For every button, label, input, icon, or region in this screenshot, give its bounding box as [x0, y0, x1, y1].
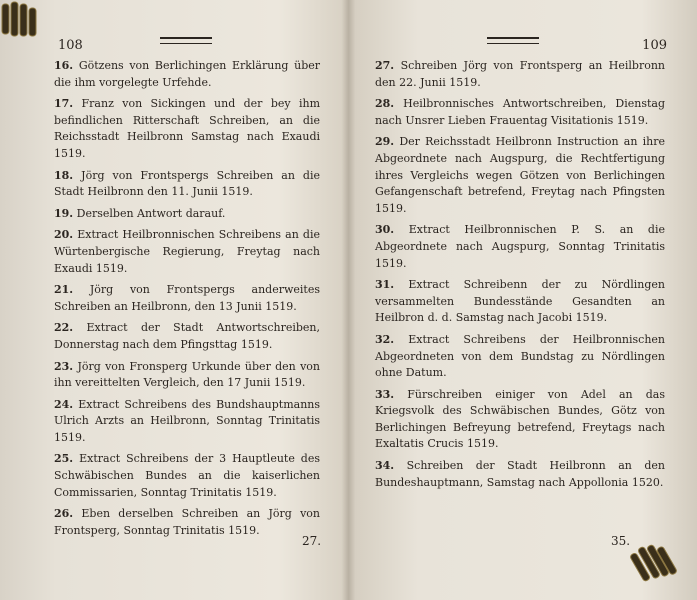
entry-text: Extract Heilbronnischen P. S. an die Abgeordnete nach Augspurg, Sonntag Trinitatis 1519. [375, 223, 665, 270]
entry-text: Der Reichsstadt Heilbronn Instruction an ihre Abgeordnete nach Augspurg, die Rechtfertigung ihres Vergleichs wegen Götzen von Berlichingen Gefangenschaft betrefend, Freytag nach Pfingsten 1519. [375, 135, 665, 215]
entry-number: 34. [375, 459, 395, 473]
list-item [375, 222, 665, 272]
signature-mark: 35. [611, 534, 631, 548]
header-rule [160, 37, 212, 44]
list-item [375, 58, 665, 91]
entry-number: 32. [375, 332, 395, 346]
right-page [347, 0, 697, 600]
list-item [54, 451, 320, 501]
list-item [54, 168, 320, 201]
list-item [375, 277, 665, 327]
entry-text: Extract der Stadt Antwortschreiben, Donnerstag nach dem Pfingsttag 1519. [54, 321, 320, 351]
entry-text: Fürschreiben einiger von Adel an das Kriegsvolk des Schwäbischen Bundes, Götz von Berlichingen Befreyung betrefend, Freytags nach Exaltatis Crucis 1519. [375, 387, 665, 451]
entry-number: 22. [54, 321, 74, 335]
entry-list [54, 58, 320, 544]
signature-mark: 27. [302, 534, 322, 548]
entry-text: Jörg von Frontspergs anderweites Schreiben an Heilbronn, den 13 Junii 1519. [54, 283, 321, 313]
entry-number: 18. [54, 168, 74, 182]
list-item [54, 206, 320, 223]
list-item [54, 227, 320, 277]
list-item [54, 359, 320, 392]
entry-number: 26. [54, 507, 74, 521]
entry-list [375, 58, 665, 496]
entry-number: 21. [54, 283, 74, 297]
entry-text: Schreiben Jörg von Frontsperg an Heilbronn den 22. Junii 1519. [375, 59, 665, 89]
entry-text: Götzens von Berlichingen Erklärung über die ihm vorgelegte Urfehde. [54, 59, 320, 89]
entry-number: 28. [375, 97, 395, 111]
list-item [54, 397, 320, 447]
entry-number: 16. [54, 59, 74, 72]
entry-text: Heilbronnisches Antwortschreiben, Dienstag nach Unsrer Lieben Frauentag Visitationis 1519. [375, 97, 665, 127]
entry-number: 27. [375, 59, 395, 72]
list-item [54, 282, 320, 315]
entry-number: 17. [54, 97, 74, 111]
list-item [54, 96, 320, 162]
entry-number: 24. [54, 397, 74, 411]
page-number: 108 [58, 38, 83, 53]
entry-text: Jörg von Frontspergs Schreiben an die Stadt Heilbronn den 11. Junii 1519. [54, 168, 321, 199]
list-item [54, 58, 320, 91]
entry-number: 23. [54, 359, 74, 373]
list-item [375, 387, 665, 453]
list-item [375, 134, 665, 217]
entry-number: 19. [54, 206, 74, 220]
list-item [54, 320, 320, 353]
entry-text: Extract Schreibens des Bundshauptmanns Ulrich Arzts an Heilbronn, Sonntag Trinitatis 1519. [54, 397, 321, 444]
entry-number: 25. [54, 452, 74, 466]
entry-number: 30. [375, 223, 395, 237]
entry-text: Extract Schreibenn der zu Nördlingen versammelten Bundesstände Gesandten an Heilbron d. d. Samstag nach Jacobi 1519. [375, 278, 665, 325]
left-page [0, 0, 345, 600]
entry-text: Extract Schreibens der 3 Hauptleute des Schwäbischen Bundes an die kaiserlichen Commissarien, Sonntag Trinitatis 1519. [54, 452, 320, 499]
entry-number: 29. [375, 135, 395, 149]
list-item [375, 458, 665, 491]
entry-text: Derselben Antwort darauf. [76, 206, 226, 220]
page-weight-icon [0, 0, 48, 44]
page-weight-icon [630, 540, 678, 584]
list-item [54, 506, 320, 539]
page-number: 109 [642, 38, 667, 53]
entry-number: 31. [375, 278, 395, 292]
list-item [375, 332, 665, 382]
entry-text: Franz von Sickingen und der bey ihm befindlichen Ritterschaft Schreiben, an die Reichsstadt Heilbronn Samstag nach Exaudi 1519. [54, 97, 321, 160]
entry-text: Eben derselben Schreiben an Jörg von Frontsperg, Sonntag Trinitatis 1519. [54, 507, 320, 537]
entry-text: Extract Schreibens der Heilbronnischen Abgeordneten von dem Bundstag zu Nördlingen ohne Datum. [375, 332, 665, 380]
list-item [375, 96, 665, 129]
entry-number: 20. [54, 228, 74, 242]
entry-text: Schreiben der Stadt Heilbronn an den Bundeshauptmann, Samstag nach Appollonia 1520. [375, 459, 666, 489]
entry-text: Extract Heilbronnischen Schreibens an die Würtenbergische Regierung, Freytag nach Exaudi 1519. [54, 228, 320, 275]
entry-text: Jörg von Fronsperg Urkunde über den von ihn vereittelten Vergleich, den 17 Junii 1519. [54, 359, 320, 390]
entry-number: 33. [375, 387, 395, 401]
header-rule [487, 37, 539, 44]
